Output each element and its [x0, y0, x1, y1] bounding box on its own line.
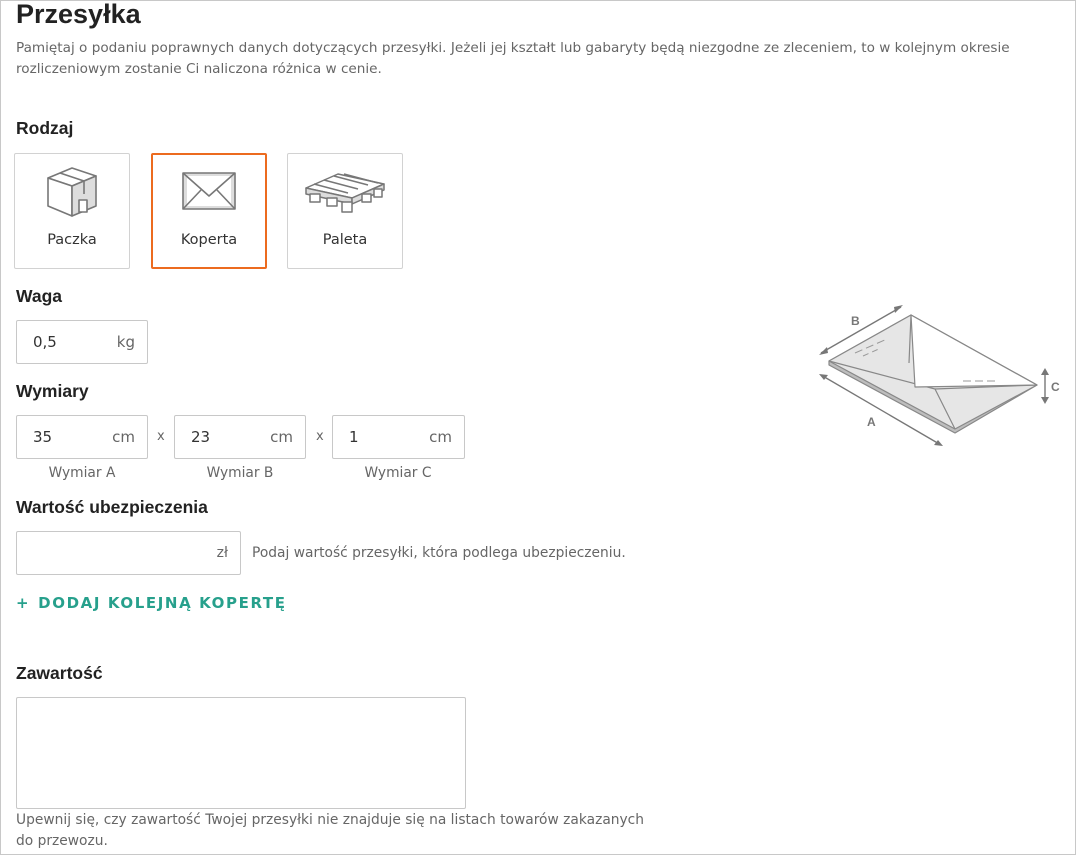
type-option-paleta[interactable] [287, 153, 403, 269]
dimension-b-unit: cm [270, 428, 293, 446]
insurance-input[interactable] [17, 532, 240, 574]
dimension-separator: x [316, 429, 324, 444]
page-title: Przesyłka [16, 0, 141, 29]
contents-hint: Upewnij się, czy zawartość Twojej przesyłki nie znajduje się na listach towarów zakazanych do przewozu. [16, 812, 645, 849]
dimension-b-field [174, 415, 306, 459]
contents-textarea[interactable] [16, 697, 466, 809]
weight-unit: kg [116, 333, 135, 351]
insurance-field [16, 531, 241, 575]
dimension-c-unit: cm [429, 428, 452, 446]
dimension-c-caption: Wymiar C [364, 465, 432, 481]
type-label: Rodzaj [16, 118, 74, 138]
dimension-b-label: B [851, 314, 860, 328]
type-option-koperta[interactable] [151, 153, 267, 269]
intro-text: Pamiętaj o podaniu poprawnych danych dotyczących przesyłki. Jeżeli jej kształt lub gabaryty będą niezgodne ze zleceniem, to w kolejnym okresie rozliczeniowym zostanie Ci naliczona różnica w cenie. [16, 40, 1010, 77]
plus-icon: + [16, 594, 31, 612]
type-option-label: Paczka [47, 232, 97, 248]
pallet-icon [288, 164, 402, 220]
weight-field [16, 320, 148, 364]
dimension-a-unit: cm [112, 428, 135, 446]
envelope-dimensions-illustration [813, 301, 1063, 451]
dimension-b-caption: Wymiar B [206, 465, 274, 481]
type-option-label: Paleta [322, 232, 368, 248]
add-another-envelope-label: DODAJ KOLEJNĄ KOPERTĘ [38, 594, 287, 612]
insurance-hint: Podaj wartość przesyłki, która podlega ubezpieczeniu. [252, 545, 626, 561]
dimension-c-label: C [1051, 380, 1060, 394]
envelope-icon [153, 164, 265, 220]
type-option-label: Koperta [180, 232, 238, 248]
dimension-a-caption: Wymiar A [48, 465, 116, 481]
contents-label: Zawartość [16, 663, 103, 683]
dimension-separator: x [157, 429, 165, 444]
dimension-a-label: A [867, 415, 876, 429]
box-icon [15, 164, 129, 220]
dimensions-label: Wymiary [16, 381, 89, 401]
insurance-label: Wartość ubezpieczenia [16, 497, 208, 517]
insurance-unit: zł [216, 545, 228, 561]
dimension-a-field [16, 415, 148, 459]
weight-label: Waga [16, 286, 63, 306]
dimension-c-field [332, 415, 465, 459]
add-another-envelope-link[interactable] [16, 594, 287, 612]
type-option-paczka[interactable] [14, 153, 130, 269]
